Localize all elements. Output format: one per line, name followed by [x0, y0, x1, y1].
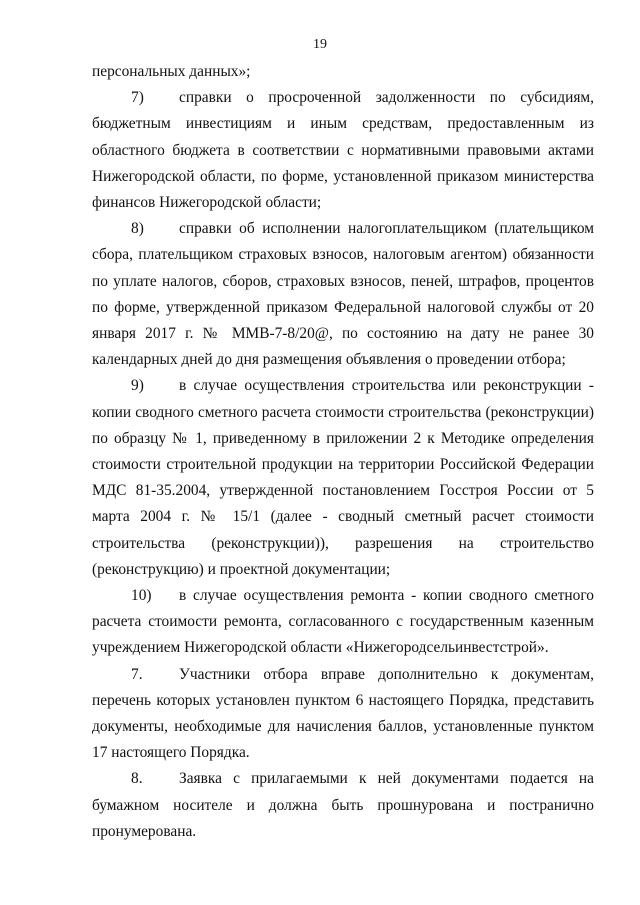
list-item-number: 7) — [131, 89, 144, 107]
section-text: Заявка с прилагаемыми к ней документами подается на бумажном носителе и должна быть прошнурована и постранично пронумерована. — [92, 770, 594, 840]
list-item-number: 9) — [131, 377, 144, 395]
section-text: Участники отбора вправе дополнительно к документам, перечень которых установлен пунктом 6 настоящего Порядка, представить документы, необходимые для начисления баллов, установленные пунктом 17 настоящего Порядка. — [92, 665, 594, 762]
list-item-text: справки об исполнении налогоплательщиком (плательщиком сбора, плательщиком страховых взносов, налоговым агентом) обязанности по уплате налогов, сборов, страховых взносов, пеней, штрафов, процентов по форме, утвержденной приказом Федеральной налоговой службы от 20 января 2017 г. № ММВ-7-8/20@, по состоянию на дату не ранее 30 календарных дней до дня размещения объявления о проведении отбора; — [92, 220, 594, 369]
section-number: 7. — [131, 665, 143, 683]
list-item-text: справки о просроченной задолженности по субсидиям, бюджетным инвестициям и иным средствам, предоставленным из областного бюджета в соответствии с нормативными правовыми актами Нижегородской области, по форме, установленной приказом министерства финансов Нижегородской области; — [92, 89, 594, 212]
paragraph-text: персональных данных»; — [92, 63, 251, 80]
page-number: 19 — [313, 37, 327, 52]
section-number: 8. — [131, 770, 143, 788]
paragraph-continuation — [92, 59, 594, 85]
list-item-9 — [92, 373, 594, 583]
section-paragraph-7 — [92, 662, 594, 767]
list-item-7 — [92, 85, 594, 216]
list-item-8 — [92, 216, 594, 373]
document-body — [92, 59, 594, 845]
section-paragraph-8 — [92, 766, 594, 845]
list-item-number: 8) — [131, 220, 144, 238]
list-item-text: в случае осуществления ремонта - копии сводного сметного расчета стоимости ремонта, согласованного с государственным казенным учреждением Нижегородской области «Нижегородсельинвестстрой». — [92, 587, 594, 657]
list-item-text: в случае осуществления строительства или реконструкции - копии сводного сметного расчета стоимости строительства (реконструкции) по образцу № 1, приведенному в приложении 2 к Методике определения стоимости строительной продукции на территории Российской Федерации МДС 81-35.2004, утвержденной постановлением Госстроя России от 5 марта 2004 г. № 15/1 (далее - сводный сметный расчет стоимости строительства (реконструкции)), разрешения на строительство (реконструкцию) и проектной документации; — [92, 377, 594, 578]
list-item-10 — [92, 583, 594, 662]
list-item-number: 10) — [131, 587, 152, 605]
